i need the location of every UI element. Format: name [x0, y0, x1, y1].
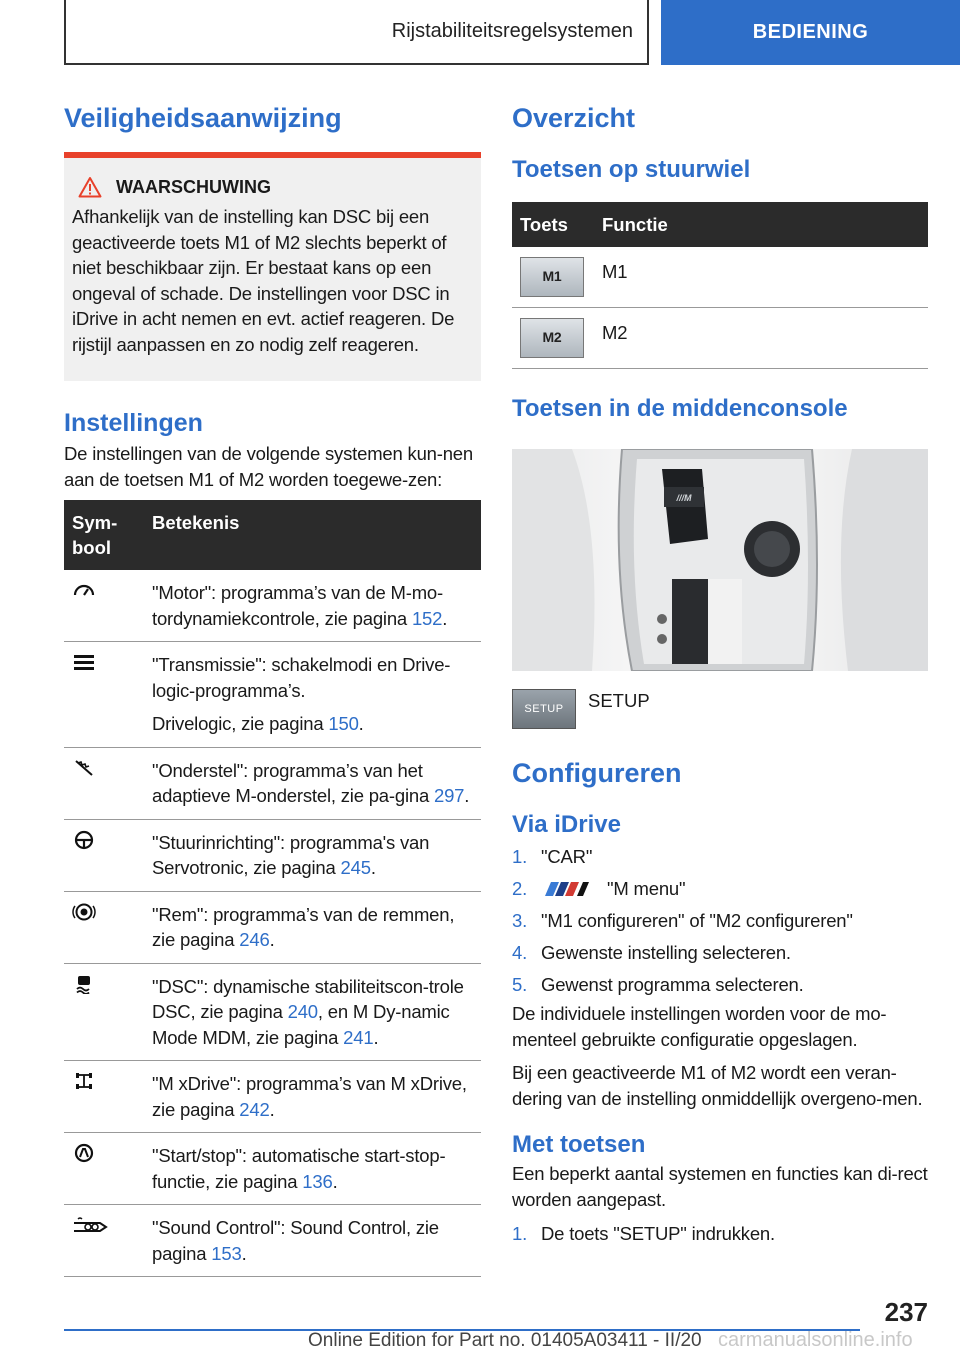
- xdrive-icon: [72, 1071, 96, 1091]
- table-row: [64, 747, 481, 819]
- warning-box: [64, 152, 481, 381]
- svg-text:///M: ///M: [676, 493, 692, 503]
- buttons-paragraph: Een beperkt aantal systemen en functies kan di-rect worden aangepast.: [512, 1163, 928, 1210]
- table-row: [64, 1061, 481, 1133]
- row-text-end: .: [269, 1098, 275, 1120]
- dsc-icon: [72, 974, 96, 994]
- row-text-end: .: [332, 1170, 338, 1192]
- table-row: [64, 891, 481, 963]
- list-item: [512, 841, 928, 873]
- step-number: 5.: [512, 974, 528, 995]
- wheel-keys-table: [512, 202, 928, 369]
- via-idrive-title: Via iDrive: [512, 811, 621, 838]
- sound-control-icon: [72, 1215, 108, 1235]
- center-console-image: [512, 449, 928, 671]
- wheel-table-head: [512, 202, 928, 247]
- transmission-icon: [72, 652, 96, 672]
- left-column: [64, 100, 481, 1277]
- col-key-header: Toets: [520, 214, 568, 235]
- col-symbol-header: Sym-bool: [72, 512, 118, 558]
- row-text-end: .: [370, 857, 376, 878]
- setup-label: SETUP: [588, 690, 650, 711]
- row-text: Drivelogic, zie pagina: [152, 713, 329, 734]
- row-text: "Sound Control": Sound Control, zie pagina: [152, 1217, 439, 1264]
- suspension-icon: [72, 758, 96, 778]
- idrive-paragraph-2: Bij een geactiveerde M1 of M2 wordt een veran-dering van de instelling onmiddellijk overgeno-men.: [512, 1062, 923, 1109]
- step-number: 1.: [512, 1223, 528, 1244]
- step-number: 2.: [512, 878, 528, 899]
- row-text-end: .: [241, 1242, 247, 1264]
- list-item: [512, 1218, 928, 1250]
- right-column: [512, 100, 928, 1250]
- step-text: "M menu": [607, 878, 686, 899]
- engine-gauge-icon: [72, 580, 96, 600]
- page-link[interactable]: 242: [239, 1098, 270, 1120]
- row-text-end: .: [464, 785, 470, 806]
- row-text: "M xDrive": programma’s van M xDrive, zie pagina: [152, 1073, 467, 1120]
- row-text: , en M Dy-namic Mode MDM, zie pagina: [152, 1001, 450, 1048]
- list-item: [512, 969, 928, 1001]
- table-row: [64, 1205, 481, 1277]
- step-text: De toets "SETUP" indrukken.: [541, 1223, 775, 1244]
- settings-intro: De instellingen van de volgende systemen kun-nen aan de toetsen M1 of M2 worden toegewe-zen:: [64, 443, 473, 490]
- m1-key-image: M1: [520, 257, 584, 297]
- step-text: Gewenst programma selecteren.: [541, 974, 804, 995]
- page-link[interactable]: 240: [287, 1001, 318, 1022]
- header-section: [64, 0, 649, 65]
- setup-key-row: [512, 689, 928, 729]
- m2-key-image: M2: [520, 318, 584, 358]
- center-console-illustration: [512, 449, 928, 671]
- step-number: 4.: [512, 942, 528, 963]
- warning-label: WAARSCHUWING: [116, 176, 271, 197]
- start-stop-icon: [72, 1143, 96, 1163]
- settings-title: Instellingen: [64, 409, 203, 437]
- row-text: "Transmissie": schakelmodi en Drive-logic-programma’s.: [152, 654, 451, 701]
- brake-icon: [72, 902, 96, 922]
- row-text: "Rem": programma’s van de remmen, zie pagina: [152, 903, 455, 950]
- page-link[interactable]: 297: [433, 785, 465, 806]
- steering-wheel-icon: [72, 830, 96, 850]
- step-number: 1.: [512, 846, 528, 867]
- idrive-paragraph-1: De individuele instellingen worden voor de mo-menteel gebruikte configuratie opgeslagen.: [512, 1003, 887, 1050]
- page-link[interactable]: 246: [239, 929, 270, 950]
- console-keys-title: Toetsen in de middenconsole: [512, 395, 848, 422]
- page-link[interactable]: 152: [411, 607, 443, 629]
- col-function-header: Functie: [602, 214, 668, 235]
- warning-text: Afhankelijk van de instelling kan DSC bij een geactiveerde toets M1 of M2 slechts beperkt of niet beschikbaar zijn. Er bestaat kans op een ongeval of schade. De instellingen voor DSC in iDrive in acht nemen en evt. actief reageren. De rijstijl aanpassen en zo nodig zelf reageren.: [72, 206, 455, 355]
- list-item: [512, 905, 928, 937]
- buttons-steps: [512, 1218, 928, 1250]
- step-text: Gewenste instelling selecteren.: [541, 942, 791, 963]
- row-text: "Motor": programma’s van de M-mo-tordynamiekcontrole, zie pagina: [152, 582, 443, 629]
- with-buttons-title: Met toetsen: [512, 1131, 646, 1158]
- edition-text: Online Edition for Part no. 01405A03411 - II/20: [308, 1330, 702, 1351]
- table-row: [512, 308, 928, 369]
- function-cell: M2: [594, 308, 928, 369]
- row-text-end: .: [358, 713, 364, 734]
- list-item: [512, 937, 928, 969]
- idrive-steps: [512, 841, 928, 1001]
- setup-key-image: SETUP: [512, 689, 576, 729]
- header-section-label: Rijstabiliteitsregelsystemen: [391, 20, 633, 42]
- step-number: 3.: [512, 910, 528, 931]
- warning-header: [78, 176, 473, 198]
- wheel-keys-title: Toetsen op stuurwiel: [512, 156, 751, 183]
- page-link[interactable]: 153: [211, 1242, 242, 1264]
- m-menu-logo-icon: [541, 880, 597, 898]
- table-row: [64, 642, 481, 748]
- function-cell: M1: [594, 247, 928, 308]
- settings-table-head: [64, 500, 481, 570]
- table-row: [64, 570, 481, 642]
- table-row: [64, 819, 481, 891]
- page-link[interactable]: 241: [343, 1026, 374, 1048]
- list-item: [512, 873, 928, 905]
- row-text-end: .: [442, 607, 448, 629]
- row-text-end: .: [269, 929, 275, 950]
- watermark: carmanualsonline.info: [718, 1329, 913, 1351]
- table-row: [512, 247, 928, 308]
- header-chapter-label: BEDIENING: [752, 21, 869, 43]
- header-chapter: [661, 0, 960, 65]
- page-link[interactable]: 245: [340, 857, 371, 878]
- row-text: "DSC": dynamische stabiliteitscon-trole DSC, zie pagina: [152, 975, 464, 1022]
- row-text: "Stuurinrichting": programma's van Servotronic, zie pagina: [152, 831, 430, 878]
- warning-triangle-icon: [78, 176, 102, 198]
- step-text: "CAR": [541, 846, 593, 867]
- col-meaning-header: Betekenis: [152, 512, 240, 533]
- page-link[interactable]: 150: [328, 713, 359, 734]
- row-text: "Onderstel": programma’s van het adaptieve M-onderstel, zie pa-gina: [152, 759, 434, 806]
- overview-title: Overzicht: [512, 103, 636, 133]
- settings-table: [64, 500, 481, 1277]
- step-text: "M1 configureren" of "M2 configureren": [541, 910, 853, 931]
- table-row: [64, 963, 481, 1061]
- row-text-end: .: [373, 1026, 379, 1048]
- table-row: [64, 1133, 481, 1205]
- row-text: "Start/stop": automatische start-stop-functie, zie pagina: [152, 1145, 446, 1192]
- safety-title: Veiligheidsaanwijzing: [64, 103, 342, 133]
- configure-title: Configureren: [512, 758, 682, 788]
- page-number: 237: [884, 1297, 928, 1327]
- page-link[interactable]: 136: [302, 1170, 333, 1192]
